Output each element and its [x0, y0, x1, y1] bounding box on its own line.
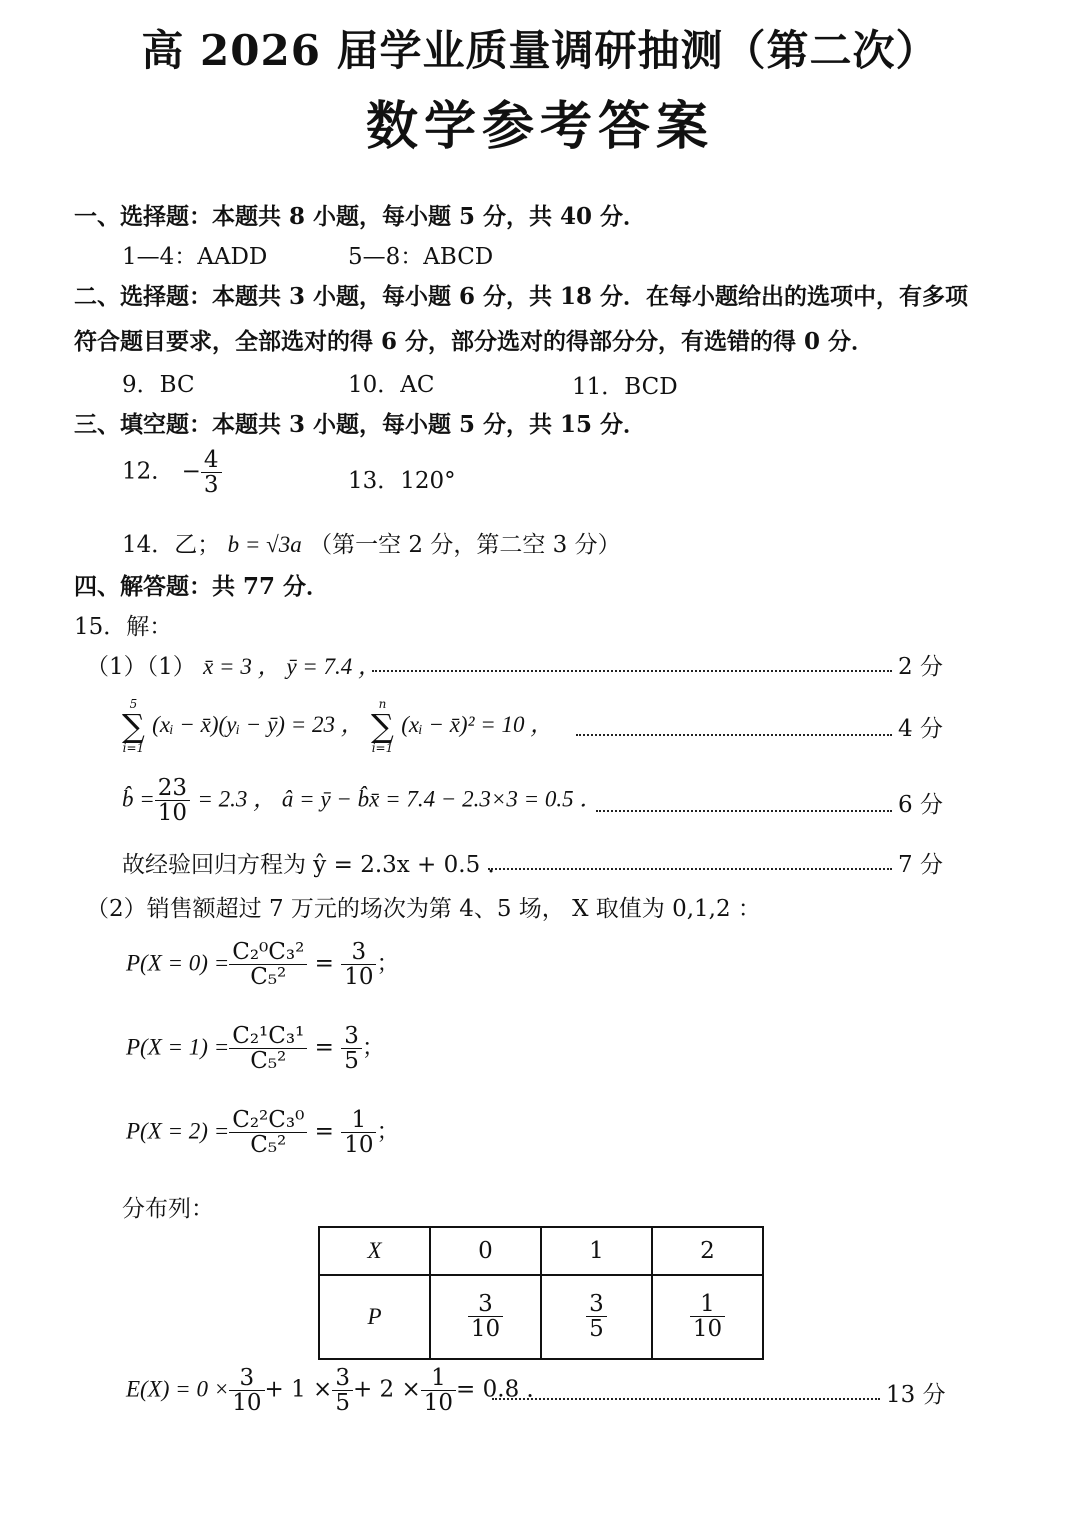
- score-13: 13 分: [886, 1382, 946, 1408]
- section2-answer-9: 9．BC: [122, 372, 195, 398]
- section2-answer-10: 10．AC: [348, 372, 435, 398]
- prob-x1-comb: [229, 1024, 307, 1073]
- answer-12-label: 12．: [122, 458, 175, 485]
- expectation-frac3-num: 1: [421, 1366, 456, 1391]
- distribution-table: [318, 1226, 764, 1360]
- answer-14: [122, 526, 621, 559]
- solution-line1-prefix: （1）（1）: [86, 654, 196, 680]
- table-cell: 0: [430, 1227, 541, 1275]
- table-frac-num: 3: [586, 1292, 607, 1317]
- prob-x0-comb-den: C₅²: [250, 964, 287, 991]
- solution-line3: [122, 776, 602, 825]
- sigma-icon: ∑: [371, 707, 394, 745]
- semicolon: ；: [376, 950, 400, 977]
- table-cell: P: [319, 1275, 430, 1359]
- section1-answer-1: 1—4：AADD: [122, 244, 268, 270]
- prob-x0-den: 10: [344, 964, 374, 991]
- answer-12-sign: −: [181, 458, 201, 485]
- part2-intro: （2）销售额超过 7 万元的场次为第 4、5 场， X 取值为 0,1,2 ：: [86, 896, 761, 922]
- table-frac-den: 5: [589, 1316, 604, 1343]
- leader-dots: [488, 868, 892, 870]
- prob-x2-comb-den: C₅²: [250, 1132, 287, 1159]
- table-cell: [652, 1275, 763, 1359]
- sum-upper-2: n: [378, 697, 387, 711]
- answer-12-numerator: 4: [201, 448, 222, 473]
- answer-14-label: 14．乙；: [122, 532, 221, 558]
- b-hat-fraction: [155, 776, 190, 825]
- expectation-frac2: [332, 1366, 353, 1415]
- sum-symbol-1: [122, 698, 145, 754]
- prob-x0-comb-num: C₂⁰C₃²: [229, 940, 307, 965]
- prob-x2: P(X = 2) = $\frac{\text{C₂²C₃⁰}}{\text{C₅²}}$ = $\frac{1}{10}$ ；: [126, 1107, 400, 1159]
- expectation-frac2-num: 3: [332, 1366, 353, 1391]
- prob-x1-den: 5: [344, 1048, 359, 1075]
- expectation-frac1: [229, 1366, 264, 1415]
- expectation-frac1-den: 10: [232, 1390, 262, 1417]
- answer-12-denominator: 3: [203, 472, 219, 499]
- b-hat-denominator: 10: [157, 800, 188, 827]
- prob-x0-num: 3: [341, 940, 376, 965]
- page-subtitle: 数学参考答案: [365, 96, 714, 157]
- expectation-lhs: E(X) = 0 ×: [126, 1376, 230, 1402]
- table-frac-den: 10: [470, 1316, 501, 1343]
- prob-x1-lhs: P(X = 1) =: [126, 1034, 230, 1060]
- table-row: [319, 1227, 763, 1275]
- section4-heading: 四、解答题：共 77 分．: [74, 573, 330, 600]
- expectation-mid1: + 1 ×: [264, 1376, 333, 1403]
- b-hat: b̂ =: [122, 786, 155, 812]
- score-7: 7 分: [898, 852, 943, 878]
- score-6: 6 分: [898, 792, 943, 818]
- expectation-frac3-den: 10: [423, 1390, 454, 1417]
- expectation-end: = 0.8 ．: [456, 1376, 550, 1403]
- solution-line2: [122, 698, 553, 754]
- prob-x2-lhs: P(X = 2) =: [126, 1118, 230, 1144]
- expectation-frac1-num: 3: [229, 1366, 264, 1391]
- solution-line1-math: x̄ = 3 ， ȳ = 7.4 ，: [203, 654, 382, 679]
- sum-lower-1: i=1: [122, 741, 145, 755]
- prob-x0-value: [341, 940, 376, 989]
- prob-x1-num: 3: [341, 1024, 362, 1049]
- section2-heading-line1: 二、选择题：本题共 3 小题，每小题 6 分，共 18 分．在每小题给出的选项中，有多项: [74, 283, 969, 310]
- answer-14-expression: b = √3a: [227, 532, 302, 557]
- q15-label: 15．解：: [74, 614, 173, 640]
- table-cell: X: [319, 1227, 430, 1275]
- prob-x0: P(X = 0) = $\frac{\text{C₂⁰C₃²}}{\text{C₅²}}$ = $\frac{3}{10}$ ；: [126, 939, 400, 991]
- table-frac-num: 1: [690, 1292, 725, 1317]
- prob-x2-comb: [229, 1108, 307, 1157]
- score-2: 2 分: [898, 654, 943, 680]
- answer-12: [122, 448, 222, 497]
- semicolon: ；: [376, 1118, 400, 1145]
- section1-heading: 一、选择题：本题共 8 小题，每小题 5 分，共 40 分．: [74, 203, 647, 230]
- distribution-label: 分布列：: [122, 1196, 214, 1222]
- semicolon: ；: [361, 1034, 385, 1061]
- leader-dots: [372, 670, 892, 672]
- expectation-frac3: [421, 1366, 456, 1415]
- solution-line2-term2: (xᵢ − x̄)² = 10 ，: [401, 712, 554, 737]
- answer-14-note: （第一空 2 分，第二空 3 分）: [309, 532, 621, 558]
- prob-x0-lhs: P(X = 0) =: [126, 950, 230, 976]
- section2-heading-line2: 符合题目要求，全部选对的得 6 分，部分选对的得部分分，有选错的得 0 分．: [74, 328, 875, 355]
- sum-lower-2: i=1: [371, 741, 394, 755]
- section1-answer-2: 5—8：ABCD: [348, 244, 494, 270]
- b-hat-numerator: 23: [155, 776, 190, 801]
- prob-x1-comb-num: C₂¹C₃¹: [229, 1024, 307, 1049]
- expectation: [126, 1366, 550, 1415]
- sigma-icon: ∑: [122, 707, 145, 745]
- expectation-mid2: + 2 ×: [352, 1376, 421, 1403]
- table-cell: 1: [541, 1227, 652, 1275]
- prob-x1: P(X = 1) = $\frac{\text{C₂¹C₃¹}}{\text{C₅²}}$ = $\frac{3}{5}$ ；: [126, 1023, 385, 1075]
- leader-dots: [492, 1398, 880, 1400]
- leader-dots: [596, 810, 892, 812]
- solution-line4: 故经验回归方程为 ŷ = 2.3x + 0.5 ．: [122, 852, 511, 878]
- table-cell: 2: [652, 1227, 763, 1275]
- prob-x0-comb: [229, 940, 307, 989]
- sum-upper-1: 5: [129, 697, 138, 711]
- section3-heading: 三、填空题：本题共 3 小题，每小题 5 分，共 15 分．: [74, 411, 647, 438]
- prob-x1-comb-den: C₅²: [250, 1048, 287, 1075]
- prob-x2-num: 1: [341, 1108, 376, 1133]
- page-title: 高 2026 届学业质量调研抽测（第二次）: [141, 26, 939, 75]
- prob-x2-comb-num: C₂²C₃⁰: [229, 1108, 307, 1133]
- table-frac-num: 3: [468, 1292, 503, 1317]
- solution-line3-rest: = 2.3 ， â = ȳ − b̂x̄ = 7.4 − 2.3×3 = 0.5 ．: [197, 786, 603, 812]
- answer-12-fraction: [201, 448, 222, 497]
- solution-line1: [86, 648, 381, 681]
- prob-x2-value: [341, 1108, 376, 1157]
- table-cell: [430, 1275, 541, 1359]
- sum-symbol-2: [371, 698, 394, 754]
- table-row: [319, 1275, 763, 1359]
- table-cell: [541, 1275, 652, 1359]
- prob-x2-den: 10: [344, 1132, 374, 1159]
- solution-line2-term1: (xᵢ − x̄)(yᵢ − ȳ) = 23 ，: [152, 712, 364, 737]
- expectation-frac2-den: 5: [335, 1390, 350, 1417]
- prob-x1-value: [341, 1024, 362, 1073]
- leader-dots: [576, 734, 892, 736]
- score-4: 4 分: [898, 716, 943, 742]
- section2-answer-11: 11．BCD: [572, 374, 678, 400]
- table-frac-den: 10: [692, 1316, 723, 1343]
- answer-13: 13．120°: [348, 468, 456, 494]
